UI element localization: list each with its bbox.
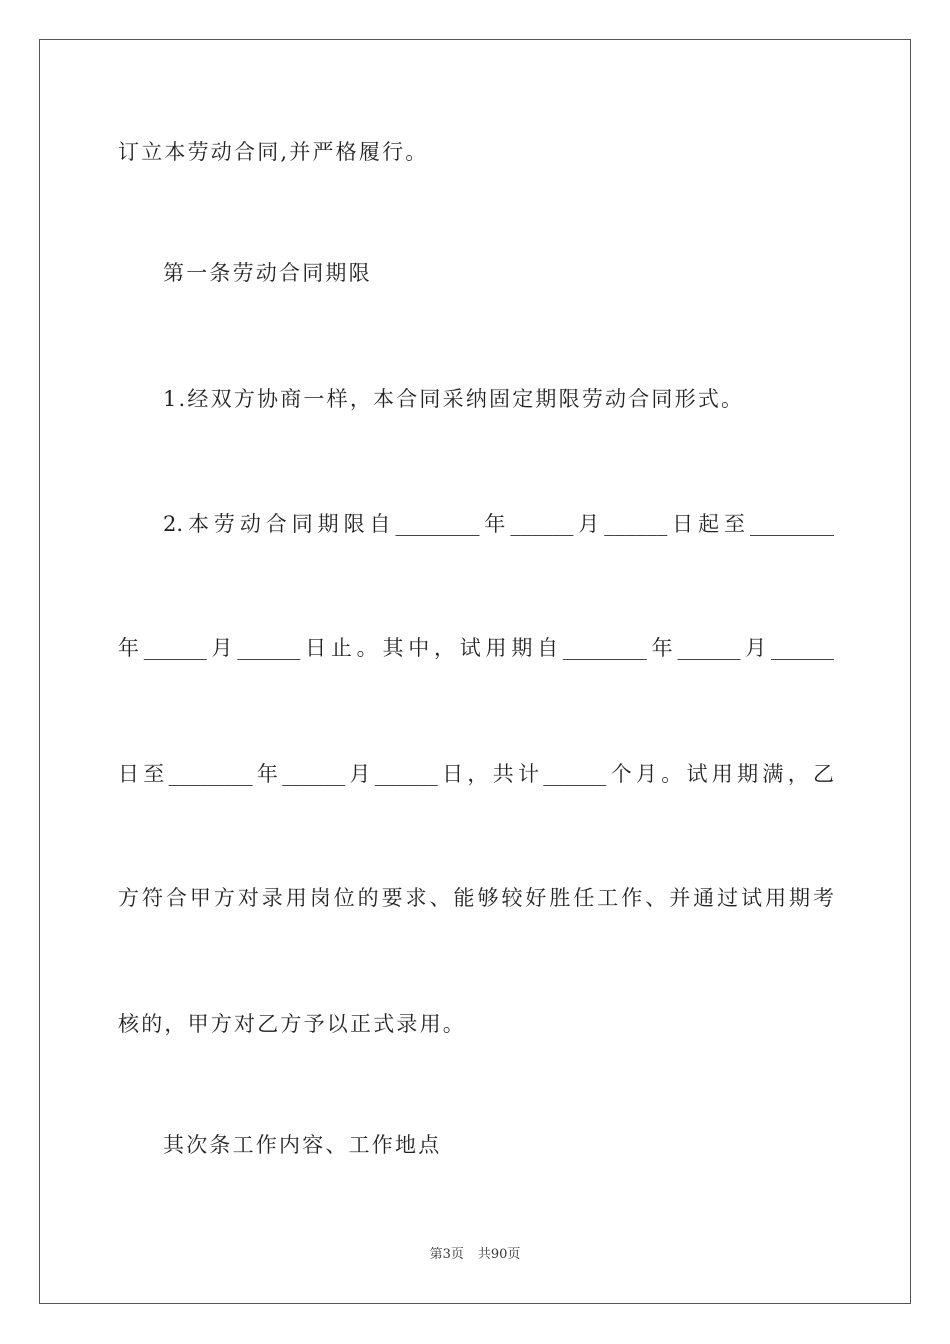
section-heading: 第一条劳动合同期限: [163, 261, 372, 285]
paragraph-line: 订立本劳动合同,并严格履行。: [118, 140, 429, 164]
page-total: 共90页: [477, 1247, 521, 1262]
page-number: 第3页: [429, 1247, 464, 1262]
section-heading: 其次条工作内容、工作地点: [163, 1133, 442, 1157]
paragraph-line: 1.经双方协商一样，本合同采纳固定期限劳动合同形式。: [163, 387, 745, 411]
page-border: [39, 39, 911, 1304]
paragraph-line: 日至________年______月______日，共计______个月。试用期满，乙: [118, 762, 834, 786]
paragraph-line: 核的，甲方对乙方予以正式录用。: [118, 1012, 466, 1036]
paragraph-line: 2.本劳动合同期限自________年______月______日起至________: [163, 512, 834, 536]
paragraph-line: 年______月______日止。其中，试用期自________年______月______: [118, 636, 834, 660]
paragraph-line: 方符合甲方对录用岗位的要求、能够较好胜任工作、并通过试用期考: [118, 886, 834, 910]
page-footer: [0, 1246, 950, 1264]
